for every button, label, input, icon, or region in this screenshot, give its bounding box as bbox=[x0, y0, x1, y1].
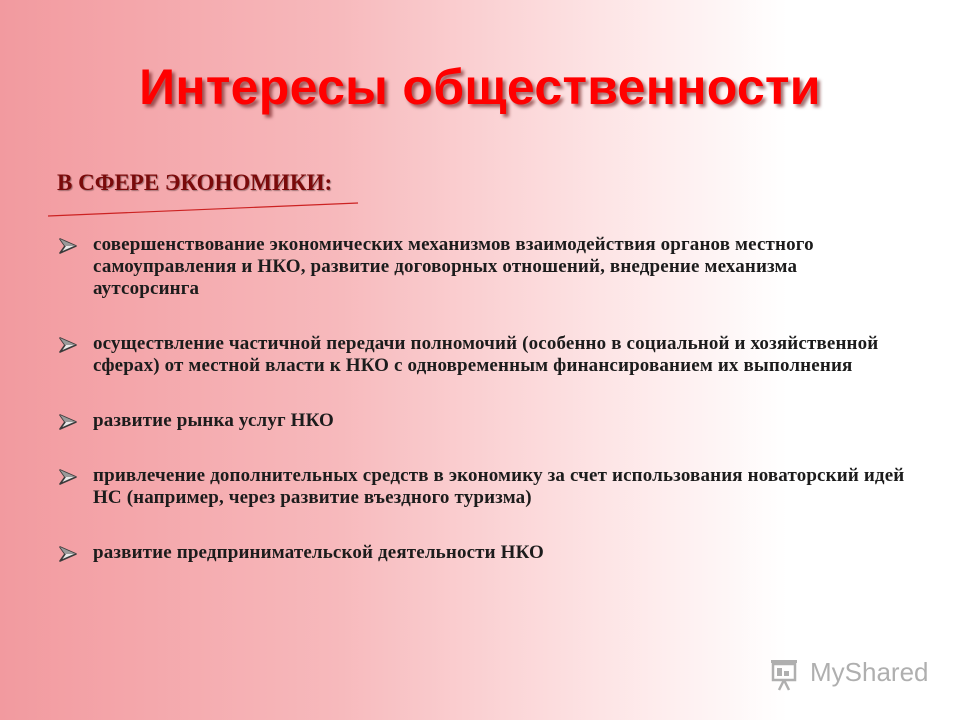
bullet-text: совершенствование экономических механизмов взаимодействия органов местного самоуправления и НКО, развитие договорных отношений, внедрение механизма аутсорсинга bbox=[93, 234, 814, 299]
list-item bbox=[55, 542, 905, 564]
slide-title: Интересы общественности bbox=[139, 59, 821, 115]
arrow-bullet-icon bbox=[57, 336, 79, 354]
bullet-text: осуществление частичной передачи полномочий (особенно в социальной и хозяйственной сферах) от местной власти к НКО с одновременным финансированием их выполнения bbox=[93, 333, 879, 376]
bullet-text: развитие предпринимательской деятельности НКО bbox=[93, 542, 544, 563]
arrow-bullet-icon bbox=[57, 545, 79, 563]
arrow-bullet-icon bbox=[57, 468, 79, 486]
arrow-bullet-icon bbox=[57, 237, 79, 255]
list-item bbox=[55, 410, 905, 432]
section-subtitle: В СФЕРЕ ЭКОНОМИКИ: bbox=[57, 170, 333, 195]
list-item bbox=[55, 465, 905, 509]
bullet-text: привлечение дополнительных средств в экономику за счет использования новаторский идей НС (например, через развитие въездного туризма) bbox=[93, 465, 905, 508]
list-item bbox=[55, 333, 905, 377]
bullet-text: развитие рынка услуг НКО bbox=[93, 410, 334, 431]
bullet-list bbox=[55, 234, 905, 564]
watermark-text: MyShared bbox=[810, 657, 929, 687]
list-item bbox=[55, 234, 905, 300]
presentation-icon bbox=[768, 655, 808, 695]
watermark-logo bbox=[768, 655, 928, 695]
arrow-bullet-icon bbox=[57, 413, 79, 431]
